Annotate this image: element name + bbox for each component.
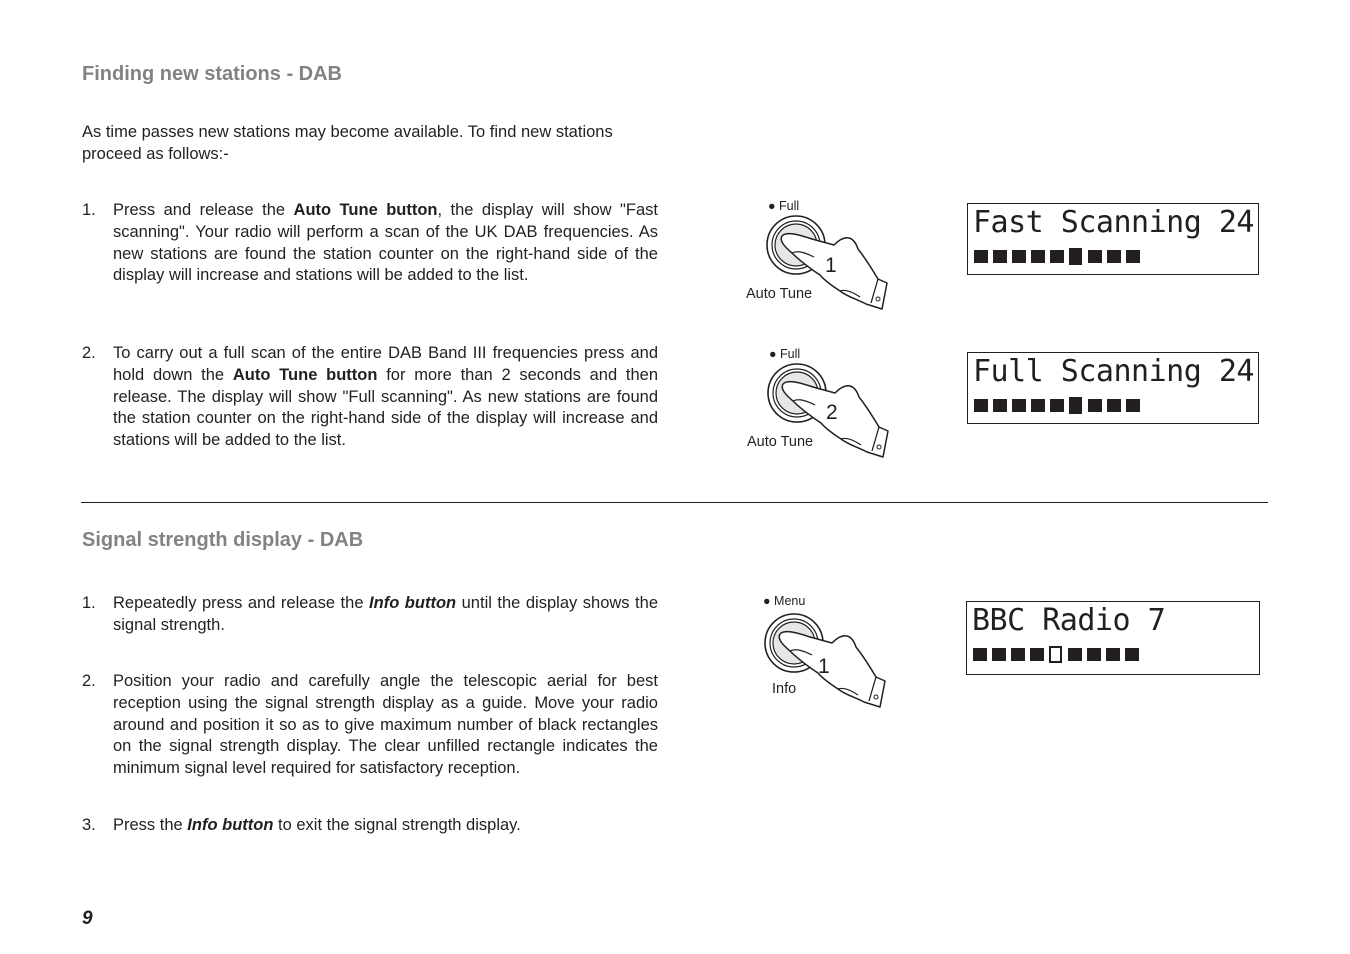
auto-tune-label: Auto Tune bbox=[747, 434, 814, 450]
list-number: 1. bbox=[82, 594, 96, 612]
section-heading-signal-strength: Signal strength display - DAB bbox=[82, 529, 364, 551]
full-label: Full bbox=[779, 199, 800, 213]
signal-block bbox=[1068, 648, 1082, 661]
signal-block bbox=[1012, 399, 1026, 412]
list-number: 2. bbox=[82, 344, 96, 362]
signal-block bbox=[1107, 399, 1121, 412]
signal-block bbox=[1107, 250, 1121, 263]
signal-block bbox=[1050, 250, 1064, 263]
signal-block bbox=[1031, 399, 1045, 412]
dot-icon: ● bbox=[769, 347, 777, 361]
step-number: 1 bbox=[818, 655, 830, 678]
signal-block bbox=[1050, 399, 1064, 412]
info-button-illustration bbox=[745, 593, 905, 713]
list-number: 1. bbox=[82, 201, 96, 219]
step-number: 1 bbox=[825, 254, 837, 277]
section-divider bbox=[81, 502, 1268, 503]
lcd-display-full-scanning bbox=[967, 352, 1259, 424]
full-label: Full bbox=[780, 347, 801, 361]
auto-tune-button-label: Auto Tune button bbox=[293, 201, 438, 219]
list-item bbox=[82, 815, 658, 839]
signal-block bbox=[1126, 399, 1140, 412]
list-item bbox=[82, 200, 658, 310]
list-number: 3. bbox=[82, 816, 96, 834]
signal-block bbox=[993, 399, 1007, 412]
signal-threshold-marker bbox=[1049, 646, 1062, 663]
signal-block bbox=[993, 250, 1007, 263]
list-item bbox=[82, 593, 658, 639]
list-number: 2. bbox=[82, 672, 96, 690]
signal-block bbox=[1106, 648, 1120, 661]
list-item bbox=[82, 671, 658, 781]
signal-block bbox=[974, 399, 988, 412]
signal-block bbox=[1125, 648, 1139, 661]
list-text: Press the Info button to exit the signal strength display. bbox=[113, 816, 521, 834]
signal-block bbox=[1088, 250, 1102, 263]
list-text: To carry out a full scan of the entire DAB Band III frequencies press and hold down the Auto Tune button for more than 2 seconds and then release. The display will show "Full scanning". As new stations are found the station counter on the right-hand side of the display will increase and stations will be added to the list. bbox=[113, 344, 659, 450]
menu-label: Menu bbox=[774, 594, 806, 608]
list-text: Press and release the Auto Tune button, the display will show "Fast scanning". Your radio will perform a scan of the UK DAB frequencies. As new stations are found the station counter on the right-hand side of the display will increase and stations will be added to the list. bbox=[113, 201, 658, 285]
list-text: Repeatedly press and release the Info button until the display shows the signal strength. bbox=[113, 594, 658, 634]
signal-block bbox=[1012, 250, 1026, 263]
signal-threshold-marker bbox=[1069, 397, 1082, 414]
auto-tune-button-label: Auto Tune button bbox=[232, 365, 378, 384]
signal-block bbox=[1011, 648, 1025, 661]
signal-block bbox=[992, 648, 1006, 661]
signal-block bbox=[1030, 648, 1044, 661]
intro-paragraph: As time passes new stations may become available. To find new stations proceed as follows:- bbox=[82, 123, 613, 163]
lcd-text-line: Full Scanning 24 bbox=[973, 354, 1254, 389]
signal-block bbox=[973, 648, 987, 661]
page-number: 9 bbox=[82, 908, 93, 929]
section-heading-finding-stations: Finding new stations - DAB bbox=[82, 63, 342, 85]
finger-press-icon bbox=[752, 603, 912, 723]
list-item bbox=[82, 343, 658, 453]
lcd-text-line: Fast Scanning 24 bbox=[973, 205, 1254, 240]
step-number: 2 bbox=[826, 401, 838, 424]
info-label: Info bbox=[772, 681, 797, 697]
auto-tune-label: Auto Tune bbox=[746, 286, 813, 302]
auto-tune-button-illustration bbox=[744, 198, 904, 318]
signal-block bbox=[974, 250, 988, 263]
signal-block bbox=[1031, 250, 1045, 263]
signal-block bbox=[1088, 399, 1102, 412]
signal-block bbox=[1087, 648, 1101, 661]
lcd-text-line: BBC Radio 7 bbox=[972, 603, 1166, 638]
lcd-display-fast-scanning bbox=[967, 203, 1259, 275]
dot-icon: ● bbox=[768, 199, 776, 213]
signal-block bbox=[1126, 250, 1140, 263]
dot-icon: ● bbox=[763, 594, 771, 608]
auto-tune-button-illustration bbox=[745, 346, 905, 466]
info-button-label: Info button bbox=[369, 594, 457, 612]
lcd-display-signal-strength bbox=[966, 601, 1260, 675]
list-text: Position your radio and carefully angle the telescopic aerial for best reception using the signal strength display as a guide. Move your radio around and position it so as to give maximum number of black rectangles on the signal strength display. The clear unfilled rectangle indicates the minimum signal level required for satisfactory reception. bbox=[113, 672, 658, 778]
signal-threshold-marker bbox=[1069, 248, 1082, 265]
info-button-label: Info button bbox=[187, 816, 274, 834]
